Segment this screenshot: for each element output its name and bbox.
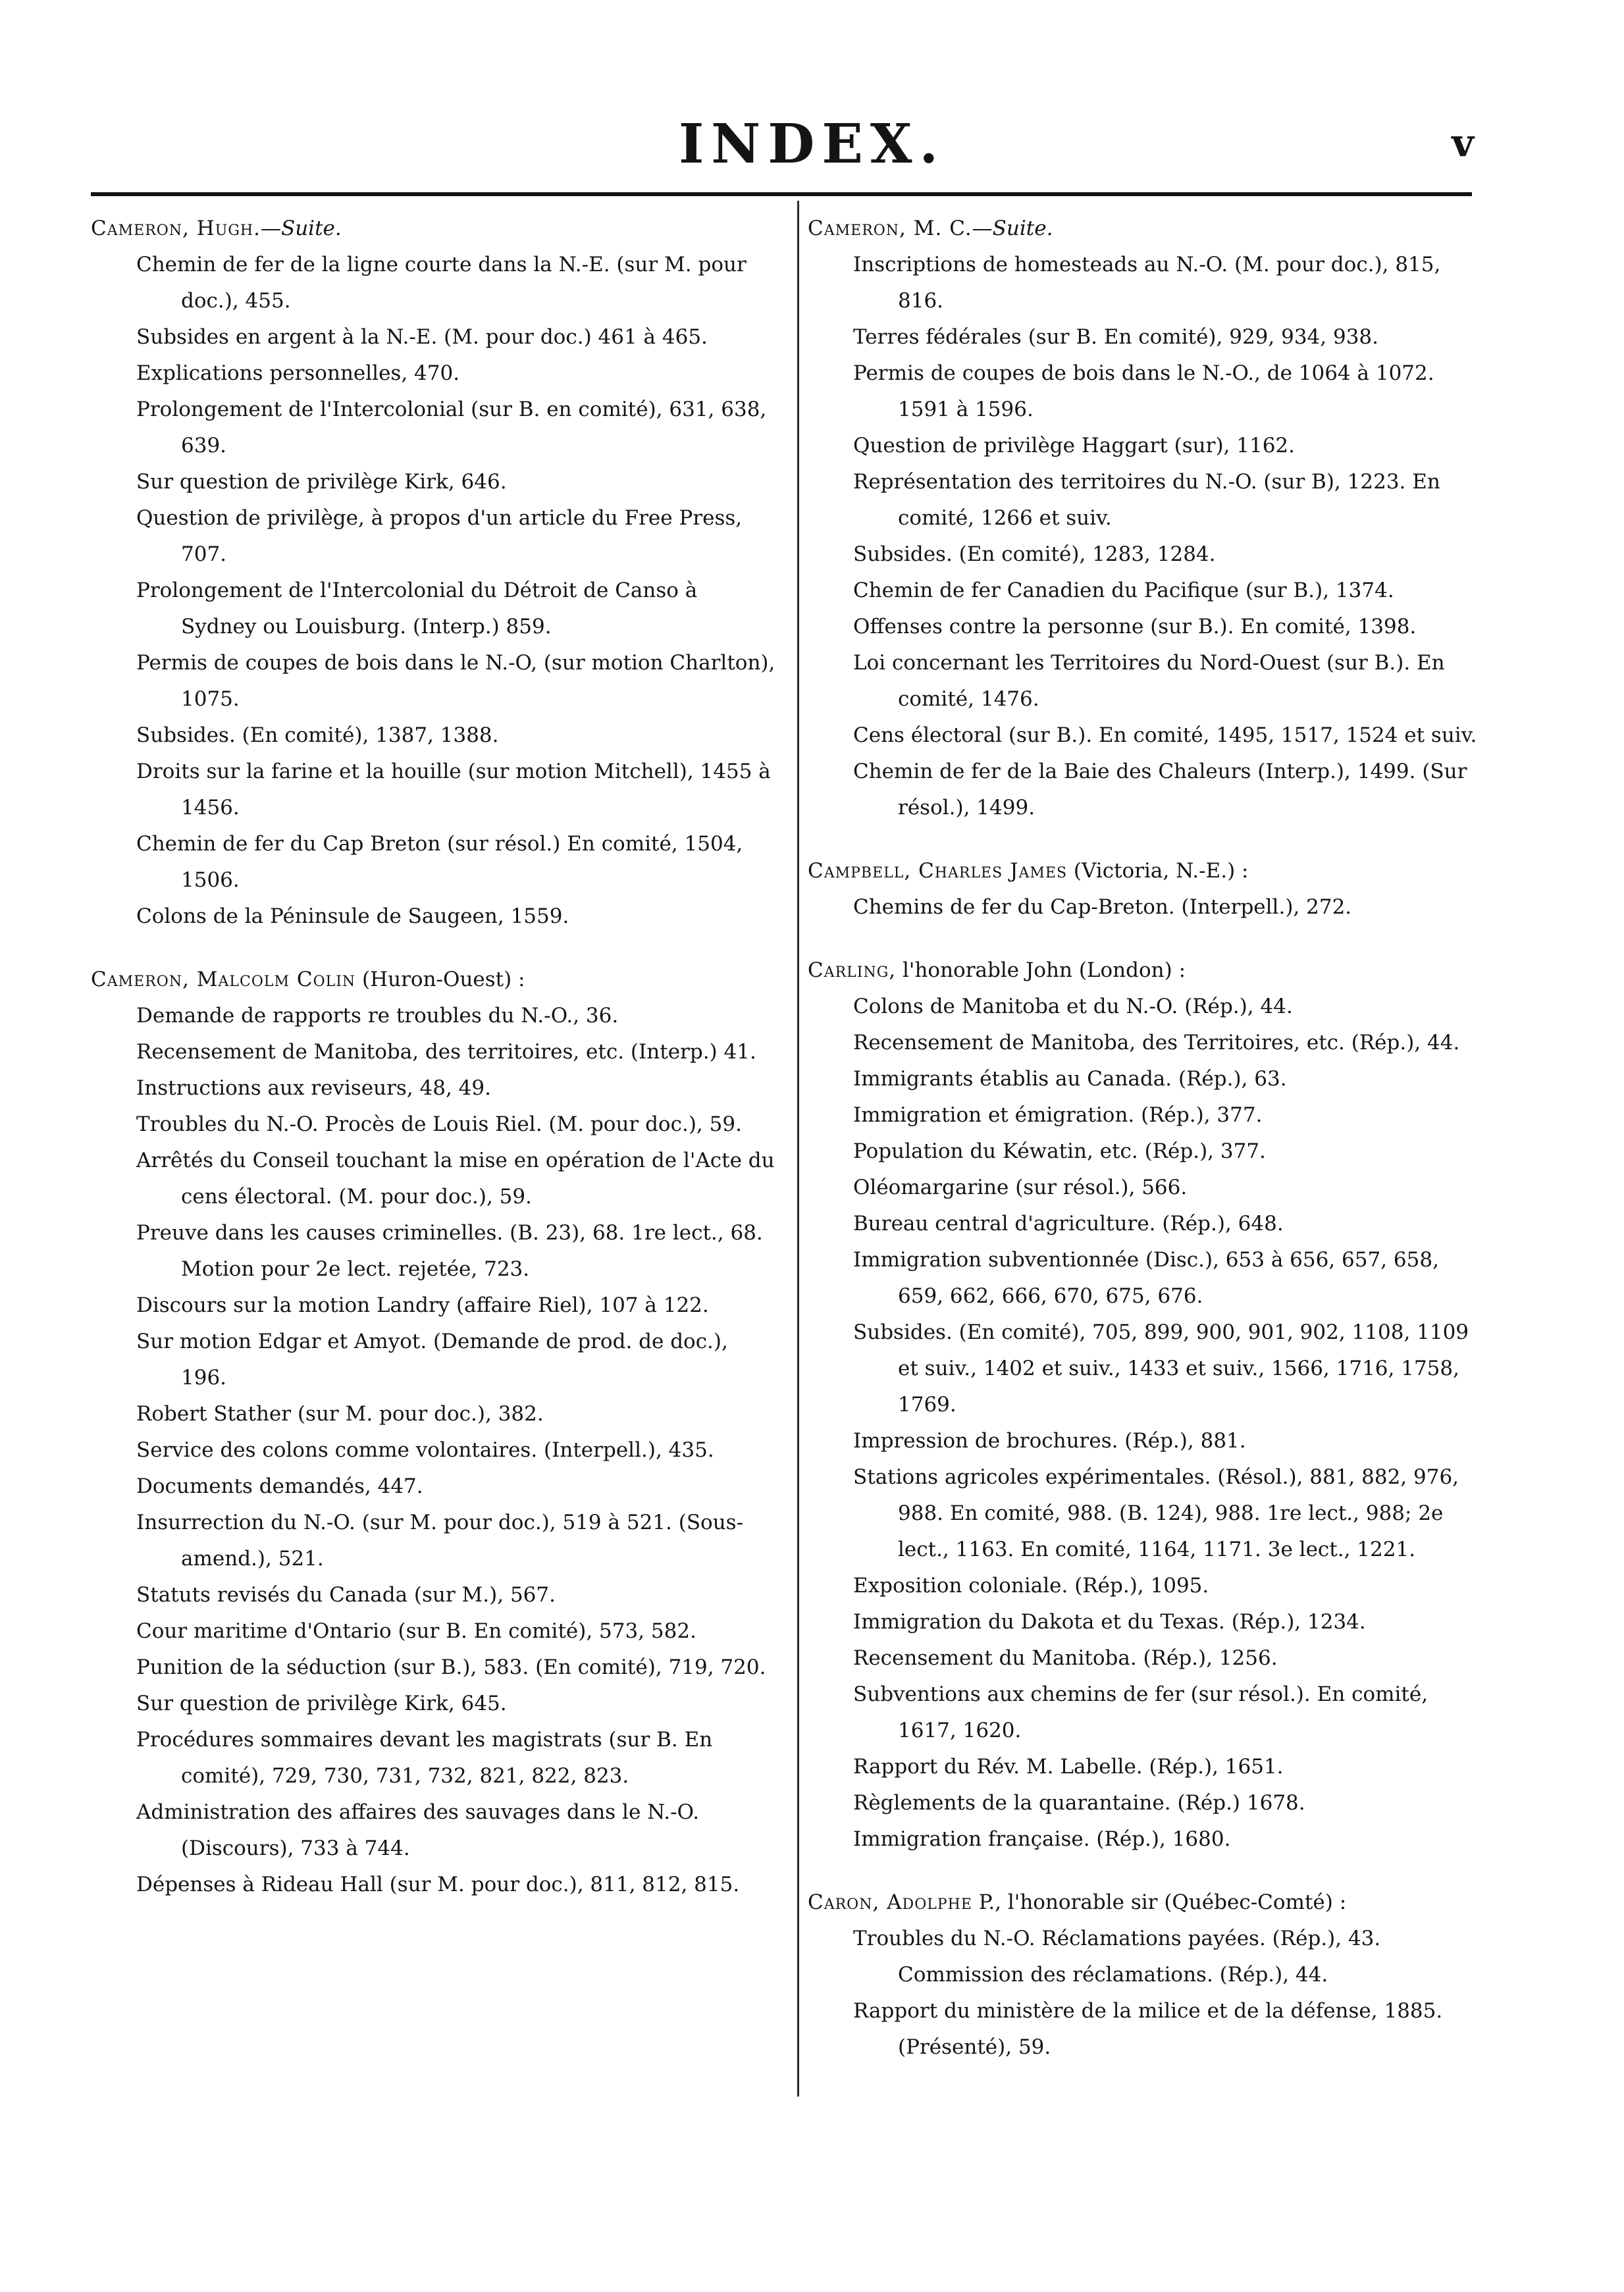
entry-item: Chemins de fer du Cap-Breton. (Interpell.), 272. <box>853 895 1352 919</box>
entry-item: Dépenses à Rideau Hall (sur M. pour doc.), 811, 812, 815. <box>136 1873 740 1896</box>
entry-item: Subsides. (En comité), 705, 899, 900, 901, 902, 1108, 1109 et suiv., 1402 et suiv., 1433 et suiv., 1566, 1716, 1758, 1769. <box>853 1320 1469 1417</box>
entry-item: Service des colons comme volontaires. (Interpell.), 435. <box>136 1438 714 1462</box>
entry-item: Inscriptions de homesteads au N.-O. (M. pour doc.), 815, 816. <box>853 253 1441 313</box>
entry-item: Cens électoral (sur B.). En comité, 1495, 1517, 1524 et suiv. <box>853 723 1477 747</box>
entry-item: Question de privilège, à propos d'un article du Free Press, 707. <box>136 506 743 566</box>
entry-suffix: —Suite. <box>972 217 1053 240</box>
entry-heading <box>91 211 779 247</box>
entry-item: Stations agricoles expérimentales. (Résol.), 881, 882, 976, 988. En comité, 988. (B. 124), 988. 1re lect., 988; 2e lect., 1163. En comité, 1164, 1171. 3e lect., 1221. <box>853 1465 1459 1561</box>
index-entry <box>808 952 1480 1858</box>
entry-item: Offenses contre la personne (sur B.). En comité, 1398. <box>853 615 1417 638</box>
entry-heading <box>808 1885 1480 1921</box>
entry-item: Loi concernant les Territoires du Nord-Ouest (sur B.). En comité, 1476. <box>853 651 1445 711</box>
entry-item: Prolongement de l'Intercolonial du Détroit de Canso à Sydney ou Louisburg. (Interp.) 859. <box>136 579 698 638</box>
entry-item: Rapport du Rév. M. Labelle. (Rép.), 1651. <box>853 1755 1284 1779</box>
entry-item: Explications personnelles, 470. <box>136 361 460 385</box>
entry-item: Immigration française. (Rép.), 1680. <box>853 1827 1231 1851</box>
entry-item: Chemin de fer Canadien du Pacifique (sur B.), 1374. <box>853 579 1394 602</box>
index-entry <box>91 962 779 1903</box>
entry-item: Représentation des territoires du N.-O. (sur B), 1223. En comité, 1266 et suiv. <box>853 470 1440 530</box>
entry-item: Rapport du ministère de la milice et de la défense, 1885. (Présenté), 59. <box>853 1999 1443 2059</box>
entry-item: Insurrection du N.-O. (sur M. pour doc.), 519 à 521. (Sous-amend.), 521. <box>136 1511 744 1571</box>
entry-item: Sur question de privilège Kirk, 645. <box>136 1692 507 1715</box>
entry-name: Cameron, Malcolm Colin <box>91 968 356 991</box>
entry-item: Discours sur la motion Landry (affaire Riel), 107 à 122. <box>136 1293 709 1317</box>
entry-item: Procédures sommaires devant les magistrats (sur B. En comité), 729, 730, 731, 732, 821, 822, 823. <box>136 1728 713 1788</box>
entry-item: Punition de la séduction (sur B.), 583. (En comité), 719, 720. <box>136 1655 766 1679</box>
entry-item: Droits sur la farine et la houille (sur motion Mitchell), 1455 à 1456. <box>136 760 771 820</box>
entry-item: Chemin de fer de la ligne courte dans la N.-E. (sur M. pour doc.), 455. <box>136 253 747 313</box>
entry-item: Administration des affaires des sauvages dans le N.-O. (Discours), 733 à 744. <box>136 1800 700 1860</box>
entry-heading <box>808 211 1480 247</box>
entry-item: Immigration et émigration. (Rép.), 377. <box>853 1103 1263 1127</box>
entry-item: Demande de rapports re troubles du N.-O., 36. <box>136 1004 619 1028</box>
entry-item: Sur motion Edgar et Amyot. (Demande de prod. de doc.), 196. <box>136 1330 728 1390</box>
entry-suffix: —Suite. <box>260 217 342 240</box>
entry-item: Subsides. (En comité), 1283, 1284. <box>853 542 1216 566</box>
entry-item: Cour maritime d'Ontario (sur B. En comité), 573, 582. <box>136 1619 696 1643</box>
index-entry <box>808 853 1480 925</box>
column-divider <box>797 201 799 2097</box>
entry-item: Troubles du N.-O. Réclamations payées. (Rép.), 43. Commission des réclamations. (Rép.), 44. <box>853 1927 1381 1987</box>
entry-item: Statuts revisés du Canada (sur M.), 567. <box>136 1583 556 1607</box>
index-entry <box>808 1885 1480 2066</box>
page-number: v <box>1452 120 1474 165</box>
entry-item: Oléomargarine (sur résol.), 566. <box>853 1176 1188 1199</box>
entry-item: Subsides en argent à la N.-E. (M. pour doc.) 461 à 465. <box>136 325 708 349</box>
entry-item: Subsides. (En comité), 1387, 1388. <box>136 723 499 747</box>
entry-item: Chemin de fer de la Baie des Chaleurs (Interp.), 1499. (Sur résol.), 1499. <box>853 760 1467 820</box>
entry-item: Recensement de Manitoba, des territoires, etc. (Interp.) 41. <box>136 1040 756 1064</box>
entry-item: Immigration du Dakota et du Texas. (Rép.), 1234. <box>853 1610 1366 1634</box>
entry-heading <box>808 952 1480 989</box>
entry-item: Impression de brochures. (Rép.), 881. <box>853 1429 1246 1453</box>
entry-item: Permis de coupes de bois dans le N.-O., de 1064 à 1072. 1591 à 1596. <box>853 361 1434 421</box>
entry-item: Subventions aux chemins de fer (sur résol.). En comité, 1617, 1620. <box>853 1682 1428 1742</box>
entry-item: Bureau central d'agriculture. (Rép.), 648. <box>853 1212 1284 1236</box>
entry-name: Cameron, Hugh. <box>91 217 261 240</box>
entry-name: Carling, <box>808 958 897 982</box>
entry-item: Terres fédérales (sur B. En comité), 929, 934, 938. <box>853 325 1378 349</box>
page-title: INDEX. <box>678 113 946 176</box>
entry-item: Population du Kéwatin, etc. (Rép.), 377. <box>853 1139 1266 1163</box>
entry-item: Exposition coloniale. (Rép.), 1095. <box>853 1574 1209 1598</box>
entry-name: Cameron, M. C. <box>808 217 972 240</box>
entry-item: Prolongement de l'Intercolonial (sur B. en comité), 631, 638, 639. <box>136 398 767 457</box>
page-header <box>0 0 1624 197</box>
entry-item: Chemin de fer du Cap Breton (sur résol.) En comité, 1504, 1506. <box>136 832 743 892</box>
entry-heading <box>91 962 779 998</box>
left-column <box>91 211 779 1930</box>
entry-suffix: P., l'honorable sir (Québec-Comté) : <box>972 1890 1347 1914</box>
entry-item: Robert Stather (sur M. pour doc.), 382. <box>136 1402 544 1426</box>
entry-item: Sur question de privilège Kirk, 646. <box>136 470 507 494</box>
header-rule <box>91 192 1472 196</box>
entry-item: Règlements de la quarantaine. (Rép.) 1678. <box>853 1791 1305 1815</box>
entry-name: Campbell, Charles James <box>808 859 1068 883</box>
entry-suffix: (Victoria, N.-E.) : <box>1067 859 1249 883</box>
entry-item: Permis de coupes de bois dans le N.-O, (sur motion Charlton), 1075. <box>136 651 775 711</box>
entry-suffix: l'honorable John (London) : <box>896 958 1186 982</box>
entry-item: Immigration subventionnée (Disc.), 653 à 656, 657, 658, 659, 662, 666, 670, 675, 676. <box>853 1248 1439 1308</box>
index-entry <box>91 211 779 935</box>
entry-heading <box>808 853 1480 889</box>
entry-suffix: (Huron-Ouest) : <box>355 968 525 991</box>
entry-item: Arrêtés du Conseil touchant la mise en opération de l'Acte du cens électoral. (M. pour doc.), 59. <box>136 1149 775 1209</box>
entry-item: Immigrants établis au Canada. (Rép.), 63. <box>853 1067 1287 1091</box>
entry-item: Documents demandés, 447. <box>136 1474 423 1498</box>
entry-item: Preuve dans les causes criminelles. (B. 23), 68. 1re lect., 68. Motion pour 2e lect. rejetée, 723. <box>136 1221 763 1281</box>
entry-name: Caron, Adolphe <box>808 1890 972 1914</box>
entry-item: Recensement de Manitoba, des Territoires, etc. (Rép.), 44. <box>853 1031 1460 1055</box>
entry-item: Recensement du Manitoba. (Rép.), 1256. <box>853 1646 1278 1670</box>
entry-item: Question de privilège Haggart (sur), 1162. <box>853 434 1295 457</box>
entry-item: Colons de Manitoba et du N.-O. (Rép.), 44. <box>853 995 1293 1018</box>
entry-item: Troubles du N.-O. Procès de Louis Riel. (M. pour doc.), 59. <box>136 1112 742 1136</box>
entry-item: Instructions aux reviseurs, 48, 49. <box>136 1076 491 1100</box>
index-entry <box>808 211 1480 826</box>
right-column <box>808 211 1480 2093</box>
entry-item: Colons de la Péninsule de Saugeen, 1559. <box>136 904 569 928</box>
